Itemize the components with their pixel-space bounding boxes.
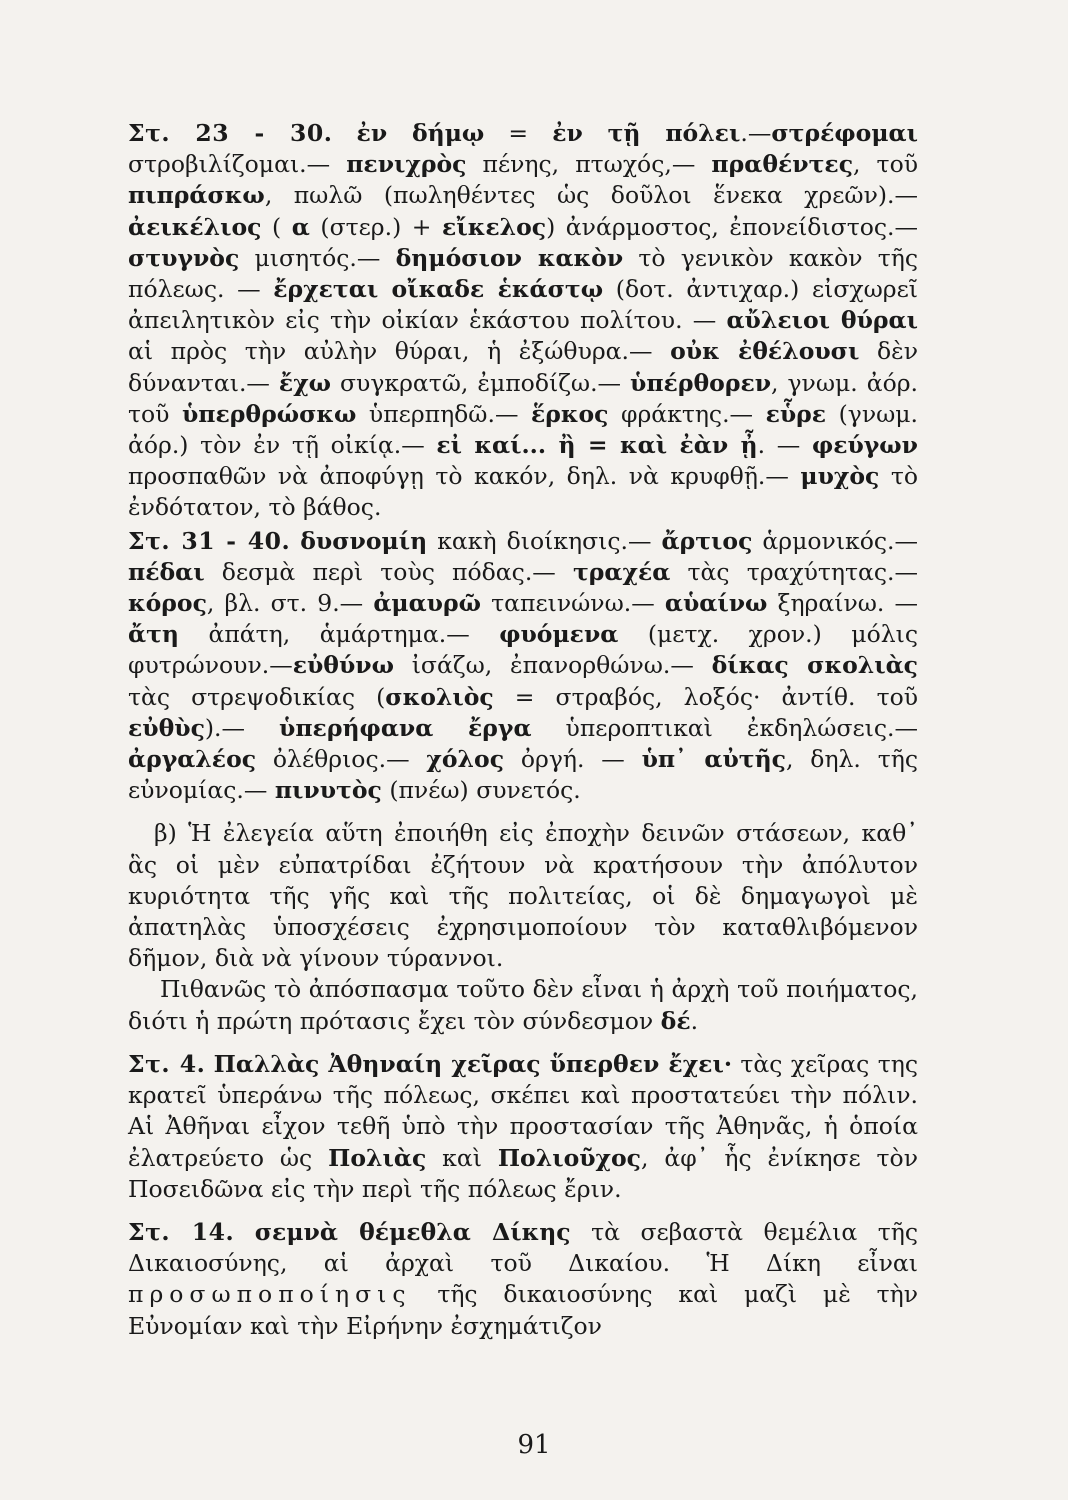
gloss-text: , πωλῶ (πωληθέντες ὡς δοῦλοι ἕνεκα χρεῶν).— (264, 181, 918, 210)
paragraph-beta: β) Ἡ ἐλεγεία αὕτη ἐποιήθη εἰς ἐποχὴν δεινῶν στάσεων, καθ᾽ ἃς οἱ μὲν εὐπατρίδαι ἐζήτουν νὰ κρατήσουν τὴν ἀπόλυτον κυριότητα τῆς γῆς καὶ τῆς πολιτείας, οἱ δὲ δημαγωγοὶ μὲ ἀπατηλὰς ὑποσχέσεις ἐχρησιμοποίουν τὸν καταθλιβόμενον δῆμον, διὰ νὰ γίνουν τύραννοι. (128, 819, 918, 973)
gloss-text: , ἀφ᾽ ἧς ἐνίκησε τὸν Ποσειδῶνα εἰς τὴν περὶ τῆς πόλεως ἔριν. (128, 1143, 918, 1203)
headword: εἰ καί... ἢ = καὶ ἐὰν ᾖ (436, 431, 758, 460)
note-body (128, 1218, 918, 1340)
verse-reference: Στ. 23 - 30. (128, 119, 333, 147)
headword: δημόσιον κακὸν (395, 243, 624, 272)
gloss-text: πένης, πτωχός,— (466, 150, 712, 179)
gloss-text: ἁρμονικός.— (752, 526, 918, 555)
gloss-text: .— (740, 119, 772, 147)
gloss-text: ξηραίνω. — (767, 589, 919, 618)
gloss-text: (πνέω) συνετός. (381, 776, 581, 805)
headword: φυόμενα (499, 620, 619, 649)
verse-reference: Στ. 31 - 40. (128, 526, 291, 555)
headword: κόρος (128, 589, 207, 618)
paragraph-text: Πιθανῶς τὸ ἀπόσπασμα τοῦτο δὲν εἶναι ἡ ἀρχὴ τοῦ ποιήματος, διότι ἡ πρώτη πρότασις ἔχει τὸν σύνδεσμον (128, 975, 918, 1035)
headword: Πολιοῦχος (497, 1143, 641, 1172)
headword: εὗρε (765, 399, 827, 428)
headword: δυσνομίη (300, 526, 428, 555)
headword: χόλος (426, 745, 505, 774)
note-verse-4 (128, 1049, 918, 1205)
note-verse-14 (128, 1217, 918, 1342)
headword: εὐθύνω (292, 651, 394, 680)
headword: σκολιὸς (385, 682, 494, 711)
gloss-text: τὰς στρεψοδικίας ( (128, 682, 386, 711)
gloss-text: (στερ.) + (309, 212, 443, 241)
gloss-text: ὑπερπηδῶ.— (356, 399, 531, 428)
gloss-text: τὰ σεβαστὰ θεμέλια τῆς Δικαιοσύνης, αἱ ἀρχαὶ τοῦ Δικαίου. Ἡ Δίκη εἶναι (128, 1217, 918, 1278)
gloss-text: τὰς χεῖρας της κρατεῖ ὑπεράνω τῆς πόλεως, σκέπει καὶ προστατεύει τὴν πόλιν. Αἱ Ἀθῆναι εἶχον τεθῆ ὑπὸ τὴν προστασίαν τῆς Ἀθηνᾶς, ἡ ὁποία ἐλατρεύετο ὡς (128, 1049, 918, 1172)
gloss-text: (μετχ. χρον.) μόλις φυτρώνουν.— (128, 620, 918, 680)
gloss-text: καὶ (426, 1143, 498, 1172)
gloss-text: αἱ πρὸς τὴν αὐλὴν θύραι, ἡ ἐξώθυρα.— (128, 337, 671, 366)
spaced-term: προσωποποίησις (128, 1280, 412, 1309)
page-number: 91 (517, 1430, 551, 1460)
gloss-text: ἀπάτη, ἁμάρτημα.— (178, 620, 500, 649)
headword: ἐν δήμῳ (356, 119, 485, 147)
headword: εἴκελος (442, 212, 547, 241)
gloss-text: , βλ. στ. 9.— (206, 589, 374, 618)
headword: ἐν τῇ πόλει (552, 119, 741, 147)
gloss-text: κακὴ διοίκησις.— (427, 526, 662, 555)
headword: ὑπερθρώσκω (181, 399, 357, 428)
headword: τραχέα (572, 557, 671, 586)
headword: ἄτη (128, 620, 179, 649)
gloss-text: ταπεινώνω.— (481, 589, 665, 618)
gloss-text: (γνωμ. ἀόρ.) τὸν ἐν τῇ οἰκίᾳ.— (128, 399, 919, 460)
gloss-text: , δηλ. τῆς εὐνομίας.— (128, 745, 918, 805)
gloss-text: στροβιλίζομαι.— (128, 150, 347, 179)
note-verses-31-40 (128, 526, 918, 807)
note-body (128, 1050, 918, 1203)
headword: ἀργαλέος (128, 745, 257, 774)
headword: πέδαι (128, 557, 205, 586)
headword: πινυτὸς (274, 776, 382, 805)
gloss-text: τὸ γενικὸν κακὸν τῆς πόλεως. — (128, 243, 918, 304)
verse-reference: Στ. 4. (128, 1049, 206, 1078)
commentary-notes (128, 118, 918, 1342)
headword: ὑπ᾽ αὐτῆς (641, 745, 786, 774)
note-body (128, 527, 918, 805)
note-verses-23-30 (128, 118, 918, 524)
paragraph-pithanos (128, 974, 918, 1036)
headword: ὑπέρθορεν (630, 368, 772, 397)
headword: ἀμαυρῶ (373, 589, 481, 618)
gloss-text: = στραβός, λοξός· ἀντίθ. τοῦ (493, 682, 919, 711)
gloss-text: ὀργή. — (504, 745, 642, 774)
headword: Παλλὰς Ἀθηναίη χεῖρας ὕπερθεν ἔχει· (213, 1049, 733, 1078)
gloss-text: προσπαθῶν νὰ ἀποφύγῃ τὸ κακόν, δηλ. νὰ κρυφθῇ.— (128, 462, 801, 491)
gloss-text: (δοτ. ἀντιχαρ.) εἰσχωρεῖ ἀπειλητικὸν εἰς τὴν οἰκίαν ἑκάστου πολίτου. — (128, 275, 918, 335)
headword: ἔχω (278, 368, 332, 397)
gloss-text: ( (261, 212, 292, 241)
gloss-text: συγκρατῶ, ἐμποδίζω.— (331, 368, 631, 397)
gloss-text: φράκτης.— (608, 399, 766, 428)
headword: εὐθὺς (128, 713, 205, 742)
gloss-text: , τοῦ (853, 150, 918, 179)
note-body (128, 119, 918, 521)
gloss-text: . — (757, 431, 812, 460)
headword: σεμνὰ θέμεθλα Δίκης (254, 1217, 571, 1246)
headword: α (291, 212, 310, 241)
gloss-text: τὸ ἐνδότατον, τὸ βάθος. (128, 462, 918, 522)
gloss-text: ἰσάζω, ἐπανορθώνω.— (393, 651, 712, 680)
headword: αὑαίνω (664, 589, 768, 618)
headword: στρέφομαι (771, 119, 918, 147)
headword: μυχὸς (800, 462, 880, 491)
headword: ἕρκος (530, 399, 609, 428)
headword: δίκας σκολιὰς (711, 651, 918, 680)
headword: στυγνὸς (128, 243, 240, 272)
headword: ἀεικέλιος (128, 212, 262, 241)
headword: πενιχρὸς (346, 150, 467, 179)
verse-reference: Στ. 14. (128, 1217, 235, 1246)
paragraph-end: . (690, 1006, 699, 1035)
gloss-text: ὀλέθριος.— (256, 745, 427, 774)
gloss-text: , γνωμ. ἀόρ. τοῦ (128, 368, 919, 428)
gloss-text: δὲν δύνανται.— (128, 337, 918, 397)
headword: αὔλειοι θύραι (726, 306, 918, 335)
headword: πιπράσκω (128, 181, 265, 210)
gloss-text: τὰς τραχύτητας.— (670, 557, 919, 586)
headword: οὐκ ἐθέλουσι (670, 337, 860, 366)
gloss-text: ) ἀνάρμοστος, ἐπονείδιστος.— (546, 212, 918, 241)
gloss-text: δεσμὰ περὶ τοὺς πόδας.— (204, 557, 573, 586)
headword: ὑπερήφανα ἔργα (279, 713, 532, 742)
gloss-text: = (484, 119, 553, 147)
gloss-text: ).— (204, 713, 280, 742)
headword: ἔρχεται οἴκαδε ἑκάστῳ (273, 275, 604, 304)
headword: πραθέντες (711, 150, 854, 179)
headword: φεύγων (811, 431, 918, 460)
headword: Πολιὰς (328, 1143, 427, 1172)
gloss-text: ὑπεροπτικαὶ ἐκδηλώσεις.— (531, 713, 919, 742)
gloss-text: μισητός.— (239, 243, 396, 272)
headword: ἄρτιος (661, 526, 753, 555)
gloss-text: τῆς δικαιοσύνης καὶ μαζὶ μὲ τὴν Εὐνομίαν καὶ τὴν Εἰρήνην ἐσχημάτιζον (128, 1280, 918, 1340)
bold-particle: δέ (660, 1006, 691, 1035)
